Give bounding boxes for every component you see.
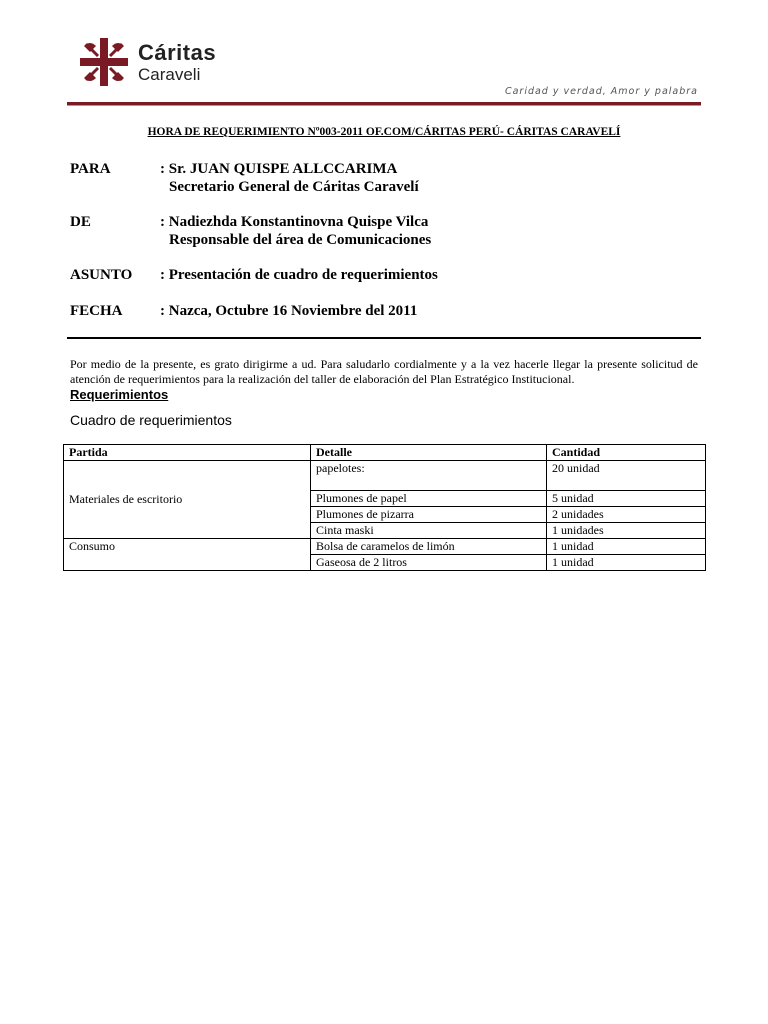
caritas-logo — [78, 36, 238, 88]
detalle-cell: Plumones de papel — [311, 491, 547, 507]
table-header-row — [64, 445, 706, 461]
field-label: DE — [70, 214, 91, 230]
field-value: : Presentación de cuadro de requerimientos — [160, 267, 438, 283]
document-title: HORA DE REQUERIMIENTO Nº003-2011 OF.COM/CÁRITAS PERÚ- CÁRITAS CARAVELÍ — [147, 126, 621, 138]
header-divider — [67, 102, 701, 106]
section-heading: Requerimientos — [70, 387, 169, 402]
field-value-secondary: Secretario General de Cáritas Caravelí — [169, 179, 419, 195]
field-label: ASUNTO — [70, 267, 133, 283]
org-name: Cáritas — [138, 40, 217, 65]
detalle-cell: Plumones de pizarra — [311, 507, 547, 523]
column-header-detalle: Detalle — [311, 445, 547, 461]
section-subheading: Cuadro de requerimientos — [70, 412, 232, 428]
cantidad-cell: 2 unidades — [547, 507, 706, 523]
caritas-cross-icon — [78, 36, 130, 88]
cantidad-cell: 1 unidad — [547, 555, 706, 571]
cantidad-cell: 5 unidad — [547, 491, 706, 507]
field-label: PARA — [70, 161, 111, 177]
body-divider — [67, 337, 701, 339]
detalle-cell: Cinta maski — [311, 523, 547, 539]
field-value: : Nazca, Octubre 16 Noviembre del 2011 — [160, 303, 418, 319]
cantidad-cell: 1 unidades — [547, 523, 706, 539]
partida-cell: Consumo — [64, 539, 311, 571]
tagline: Caridad y verdad, Amor y palabra — [504, 86, 698, 97]
cantidad-cell: 20 unidad — [547, 461, 706, 491]
field-label: FECHA — [70, 303, 123, 319]
partida-cell: Materiales de escritorio — [64, 461, 311, 539]
org-city: Caraveli — [138, 65, 201, 84]
detalle-cell: papelotes: — [311, 461, 547, 491]
requirements-table — [63, 444, 706, 571]
intro-paragraph: Por medio de la presente, es grato dirigirme a ud. Para saludarlo cordialmente y a la vez hacerle llegar la presente solicitud de atención de requerimientos para la realización del taller de elaboración del Plan Estratégico Institucional. — [70, 357, 698, 386]
cantidad-cell: 1 unidad — [547, 539, 706, 555]
table-row — [64, 461, 706, 491]
field-value-secondary: Responsable del área de Comunicaciones — [169, 232, 432, 248]
field-value: : Nadiezhda Konstantinovna Quispe Vilca — [160, 214, 429, 230]
table-row — [64, 539, 706, 555]
column-header-cantidad: Cantidad — [547, 445, 706, 461]
detalle-cell: Bolsa de caramelos de limón — [311, 539, 547, 555]
field-value: : Sr. JUAN QUISPE ALLCCARIMA — [160, 161, 398, 177]
detalle-cell: Gaseosa de 2 litros — [311, 555, 547, 571]
column-header-partida: Partida — [64, 445, 311, 461]
